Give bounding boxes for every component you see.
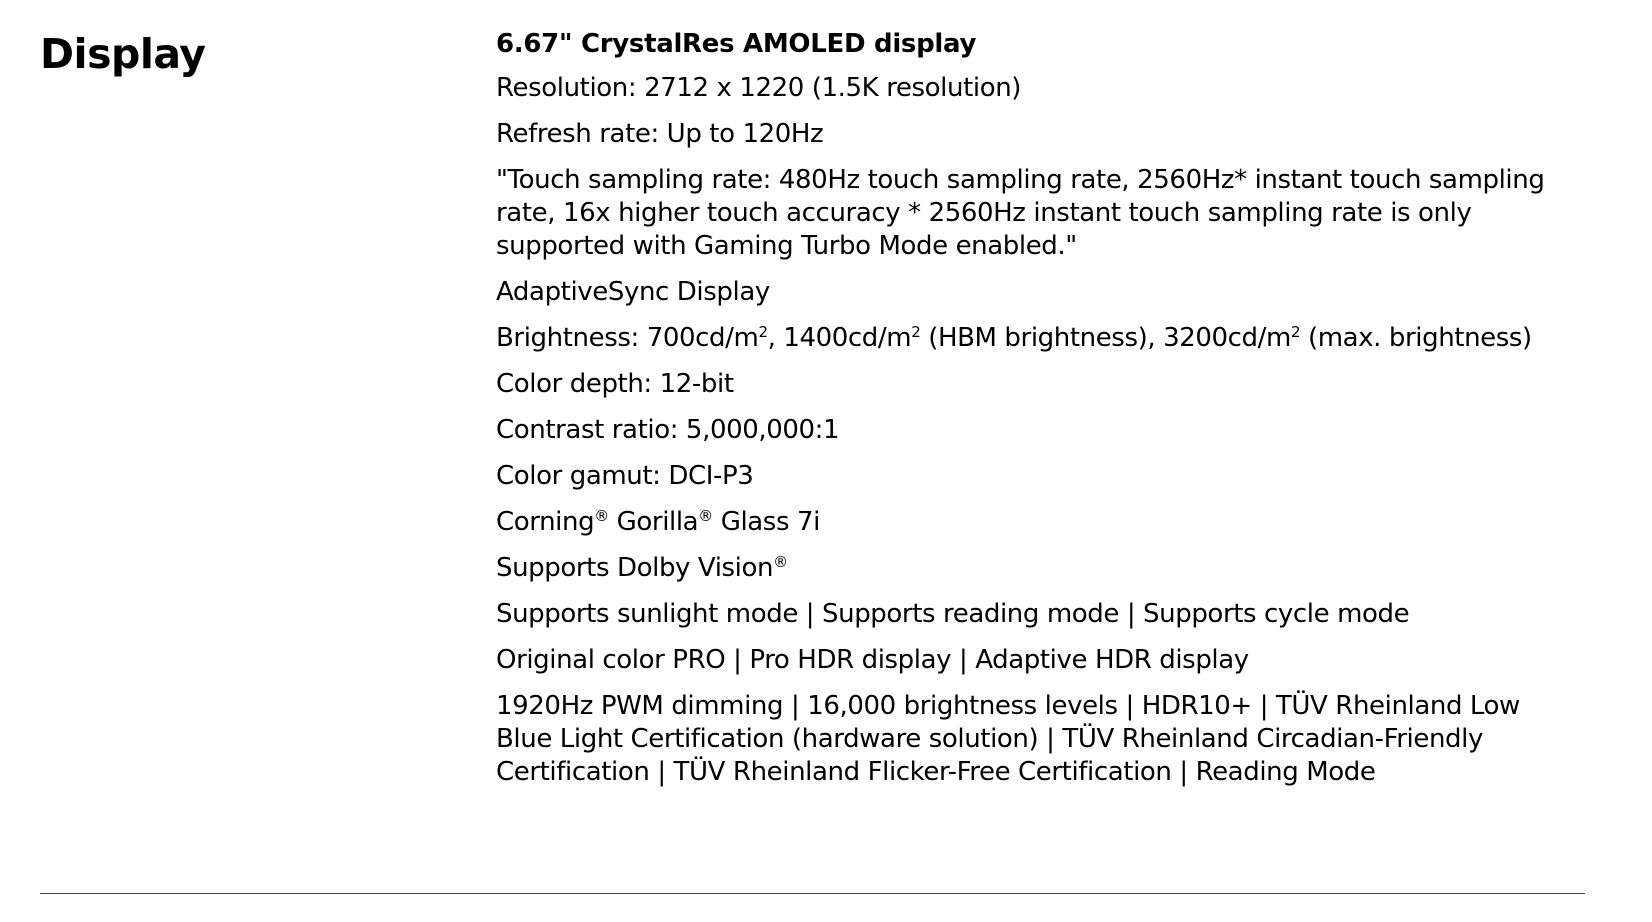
spec-color-depth: Color depth: 12-bit xyxy=(496,369,734,399)
spec-brightness xyxy=(496,322,1546,355)
spec-refresh-rate: Refresh rate: Up to 120Hz xyxy=(496,119,824,149)
spec-contrast-ratio: Contrast ratio: 5,000,000:1 xyxy=(496,415,840,445)
glass-text: Gorilla xyxy=(608,507,699,537)
glass-text: Corning xyxy=(496,507,595,537)
superscript: 2 xyxy=(911,323,921,341)
spec-adaptive-sync: AdaptiveSync Display xyxy=(496,277,770,307)
registered-mark: ® xyxy=(698,507,713,525)
section-title: Display xyxy=(40,30,206,78)
spec-touch-sampling: "Touch sampling rate: 480Hz touch sampling rate, 2560Hz* instant touch sampling rate, 16x higher touch accuracy * 2560Hz instant touch sampling rate is only supported with Gaming Turbo Mode enabled." xyxy=(496,165,1545,261)
registered-mark: ® xyxy=(773,553,788,571)
brightness-text: (max. brightness) xyxy=(1300,323,1532,353)
spec-resolution: Resolution: 2712 x 1220 (1.5K resolution) xyxy=(496,73,1022,103)
brightness-text: Brightness: 700cd/m xyxy=(496,323,759,353)
spec-certifications: 1920Hz PWM dimming | 16,000 brightness levels | HDR10+ | TÜV Rheinland Low Blue Light Certification (hardware solution) | TÜV Rheinland Circadian-Friendly Certification | TÜV Rheinland Flicker-Free Certification | Reading Mode xyxy=(496,691,1520,787)
spec-display-modes: Supports sunlight mode | Supports reading mode | Supports cycle mode xyxy=(496,599,1410,629)
brightness-text: , 1400cd/m xyxy=(767,323,912,353)
display-spec-list xyxy=(496,26,1546,802)
spec-color-features: Original color PRO | Pro HDR display | Adaptive HDR display xyxy=(496,645,1249,675)
spec-heading: 6.67" CrystalRes AMOLED display xyxy=(496,29,977,59)
brightness-text: (HBM brightness), 3200cd/m xyxy=(920,323,1291,353)
superscript: 2 xyxy=(1290,323,1301,341)
dolby-text: Supports Dolby Vision xyxy=(496,553,774,583)
superscript: 2 xyxy=(758,323,768,341)
spec-glass xyxy=(496,506,1546,539)
spec-dolby-vision xyxy=(496,552,1546,585)
spec-color-gamut: Color gamut: DCI-P3 xyxy=(496,461,754,491)
section-divider xyxy=(40,893,1585,894)
registered-mark: ® xyxy=(594,507,609,525)
glass-text: Glass 7i xyxy=(712,507,820,537)
